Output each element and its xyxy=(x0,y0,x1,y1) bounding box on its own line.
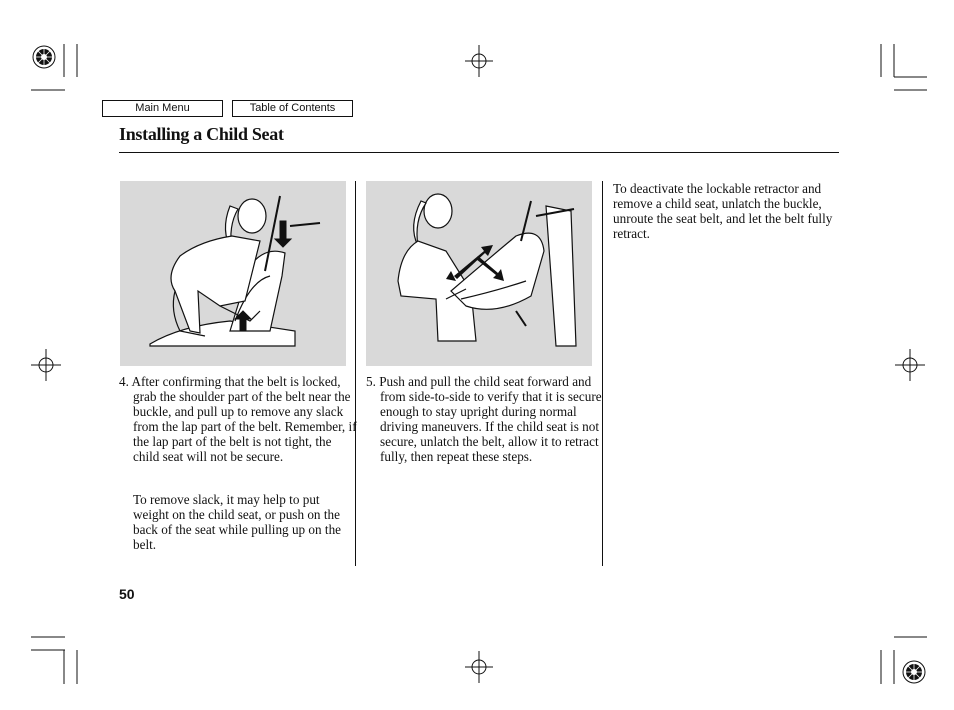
page-title: Installing a Child Seat xyxy=(119,124,284,144)
title-rule xyxy=(119,152,839,153)
main-menu-button[interactable]: Main Menu xyxy=(102,100,223,117)
figure-push-pull-seat xyxy=(366,181,592,366)
step-4-text: 4. After confirming that the belt is locked, grab the shoulder part of the belt near the buckle, and pull up to remove any slack from the lap part of the belt. Remember, if the lap part of the belt is not tight, the child seat will not be secure. xyxy=(119,374,357,464)
step-5-text: 5. Push and pull the child seat forward and from side-to-side to verify that it is secure enough to stay upright during normal driving maneuvers. If the child seat is not secure, unlatch the belt, allow it to retract fully, then repeat these steps. xyxy=(366,374,602,464)
illustration-person-testing-seat xyxy=(366,181,592,366)
illustration-person-pulling-belt xyxy=(120,181,346,366)
figure-pull-belt-slack xyxy=(120,181,346,366)
table-of-contents-button[interactable]: Table of Contents xyxy=(232,100,353,117)
step-4-note: To remove slack, it may help to put weight on the child seat, or push on the back of the seat while pulling up on the belt. xyxy=(133,492,342,552)
page-number: 50 xyxy=(119,586,135,602)
deactivate-retractor-text: To deactivate the lockable retractor and remove a child seat, unlatch the buckle, unroute the seat belt, and let the belt fully retract. xyxy=(613,181,833,241)
